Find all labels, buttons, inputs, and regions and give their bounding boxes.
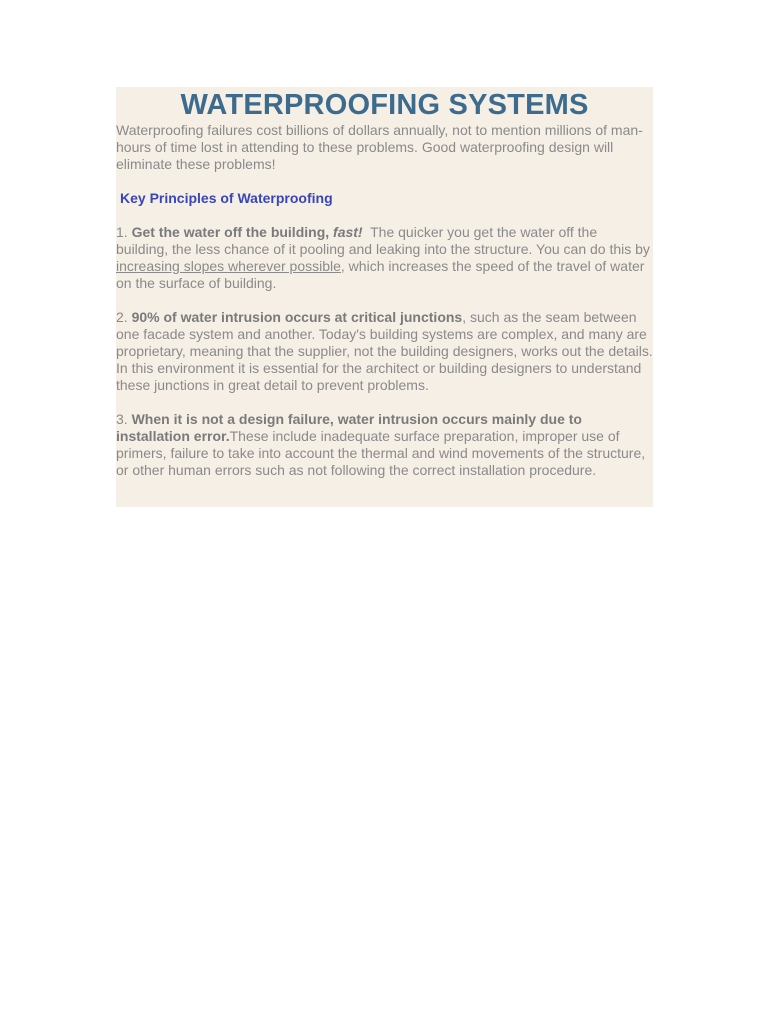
document-content [116,87,653,507]
principle-1-text: The quicker you get the water off the building, the less chance of it pooling and leaking into the structure. You can do this by [116,224,650,257]
principle-3 [116,411,653,479]
principle-1-emphasis: fast! [333,224,363,240]
principle-1-text-end: , which increases the speed of the travel of water on the surface of building. [116,258,645,291]
principle-2-lead: 90% of water intrusion occurs at critical junctions [131,309,463,325]
page-title: WATERPROOFING SYSTEMS [180,89,589,121]
section-heading: Key Principles of Waterproofing [120,190,333,206]
intro-paragraph: Waterproofing failures cost billions of dollars annually, not to mention millions of man-hours of time lost in attending to these problems. Good waterproofing design will eliminate these problems! [116,122,643,172]
principle-2 [116,309,653,394]
principle-3-number: 3. [116,411,128,427]
principle-1-number: 1. [116,224,128,240]
principle-2-number: 2. [116,309,128,325]
principle-1-lead: Get the water off the building, [131,224,330,240]
principle-3-lead: When it is not a design failure, water intrusion occurs mainly due to installation error. [116,411,582,444]
principle-1 [116,224,653,292]
slopes-link[interactable]: increasing slopes wherever possible [116,258,341,274]
principle-3-text: These include inadequate surface preparation, improper use of primers, failure to take into account the thermal and wind movements of the structure, or other human errors such as not following the correct installation procedure. [116,428,646,478]
principle-2-text: , such as the seam between one facade system and another. Today's building systems are complex, and many are proprietary, meaning that the supplier, not the building designers, works out the details. In this environment it is essential for the architect or building designers to understand these junctions in great detail to prevent problems. [116,309,653,393]
